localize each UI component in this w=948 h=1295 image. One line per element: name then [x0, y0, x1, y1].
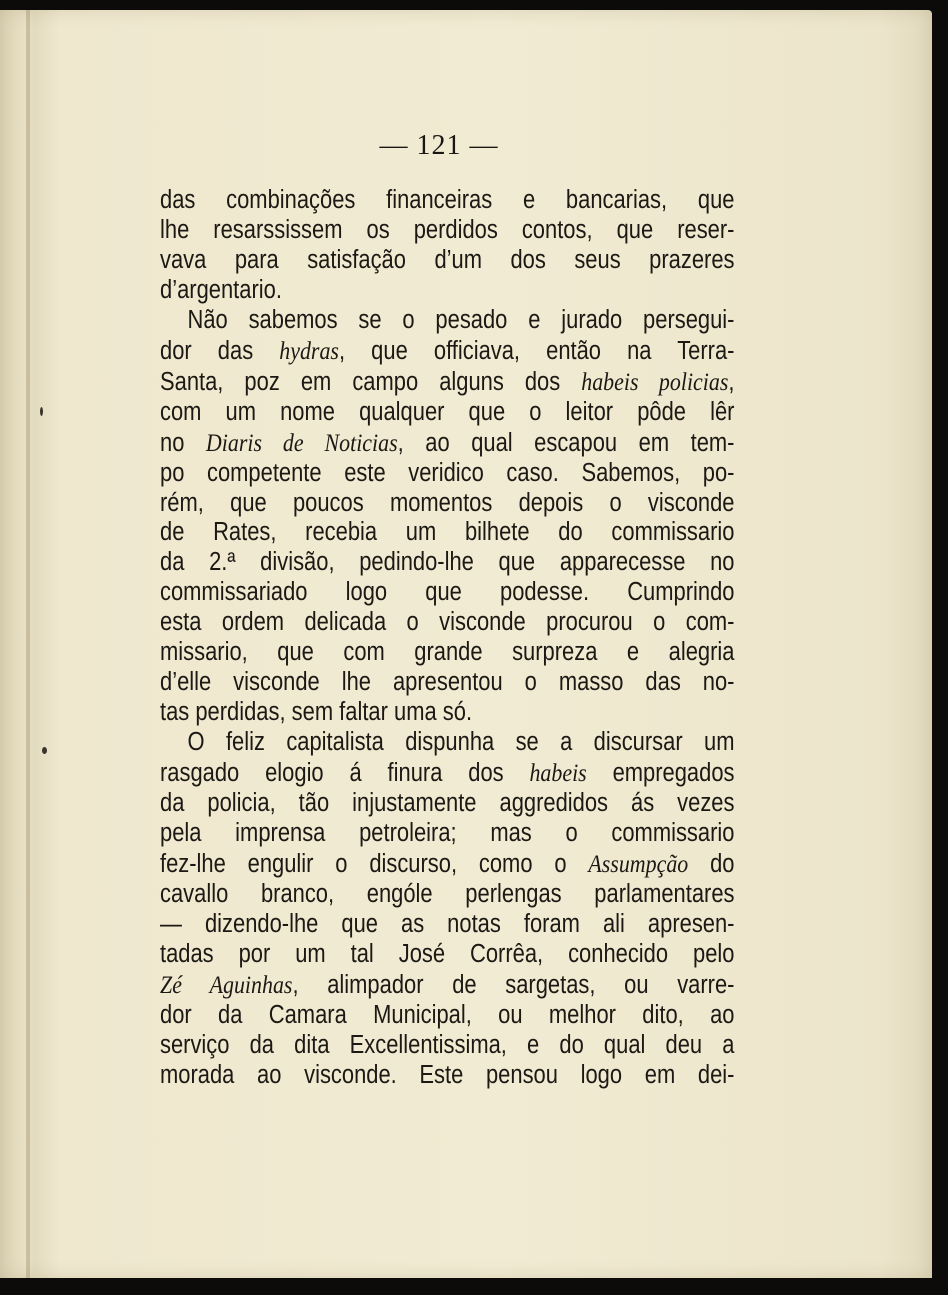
text-run: , ao qual escapou em tem-: [397, 428, 735, 457]
text-line: [160, 849, 734, 880]
text-run: ,: [728, 367, 735, 396]
text-line: d’elle visconde lhe apresentou o masso das no-: [160, 668, 735, 697]
text-line: — dizendo-lhe que as notas foram ali apresen-: [160, 909, 735, 938]
text-line: da 2.ª divisão, pedindo-lhe que apparecesse no: [160, 548, 735, 577]
text-run: rasgado elogio á finura dos: [160, 759, 530, 788]
text-line: cavallo branco, engóle perlengas parlamentares: [160, 879, 735, 908]
italic-text: hydras: [279, 335, 339, 365]
italic-text: Zé Aguinhas: [160, 969, 293, 999]
text-line: [160, 970, 734, 1001]
text-run: dor das: [160, 336, 280, 365]
page-gutter: [26, 10, 30, 1278]
text-line: [160, 428, 734, 459]
page-number: — 121 —: [379, 130, 499, 161]
text-run: , alimpador de sargetas, ou varre-: [292, 970, 735, 999]
italic-text: habeis policias: [581, 366, 729, 396]
text-line: morada ao visconde. Este pensou logo em dei-: [160, 1060, 735, 1089]
text-line: tas perdidas, sem faltar uma só.: [160, 698, 473, 727]
text-line: rém, que poucos momentos depois o visconde: [160, 488, 735, 517]
text-line: vava para satisfação d’um dos seus prazeres: [160, 245, 735, 274]
italic-text: Diaris de Noticias: [205, 427, 398, 457]
text-line: esta ordem delicada o visconde procurou o com-: [160, 608, 735, 637]
text-line: da policia, tão injustamente aggredidos ás vezes: [160, 789, 735, 818]
body-text: [160, 186, 735, 1091]
text-line: [160, 758, 734, 789]
text-line: serviço da dita Excellentissima, e do qual deu a: [160, 1030, 735, 1059]
ink-speck: [42, 747, 47, 754]
text-line: de Rates, recebia um bilhete do commissario: [160, 518, 735, 547]
text-line: das combinações financeiras e bancarias, que: [160, 186, 735, 214]
text-line: [160, 367, 734, 398]
text-line: com um nome qualquer que o leitor pôde lêr: [160, 397, 735, 426]
italic-text: habeis: [529, 758, 587, 788]
italic-text: Assumpção: [588, 848, 689, 878]
text-line: O feliz capitalista dispunha se a discursar um: [187, 728, 735, 757]
ink-speck: [40, 407, 43, 416]
text-line: [160, 336, 734, 367]
text-run: no: [160, 428, 206, 457]
text-line: missario, que com grande surpreza e alegria: [160, 638, 735, 667]
text-line: tadas por um tal José Corrêa, conhecido pelo: [160, 939, 735, 968]
text-run: empregados: [586, 759, 735, 788]
text-line: dor da Camara Municipal, ou melhor dito, ao: [160, 1000, 735, 1029]
text-run: fez-lhe engulir o discurso, como o: [160, 849, 589, 878]
text-line: Não sabemos se o pesado e jurado persegui-: [187, 305, 735, 334]
text-line: pela imprensa petroleira; mas o commissario: [160, 819, 735, 848]
text-line: d’argentario.: [160, 275, 282, 304]
text-line: lhe resarssissem os perdidos contos, que reser-: [160, 215, 735, 244]
text-run: , que officiava, então na Terra-: [338, 336, 735, 365]
text-line: po competente este veridico caso. Sabemos, po-: [160, 458, 735, 487]
text-line: commissariado logo que podesse. Cumprindo: [160, 578, 735, 607]
text-run: Santa, poz em campo alguns dos: [160, 367, 582, 396]
text-run: do: [688, 849, 735, 878]
